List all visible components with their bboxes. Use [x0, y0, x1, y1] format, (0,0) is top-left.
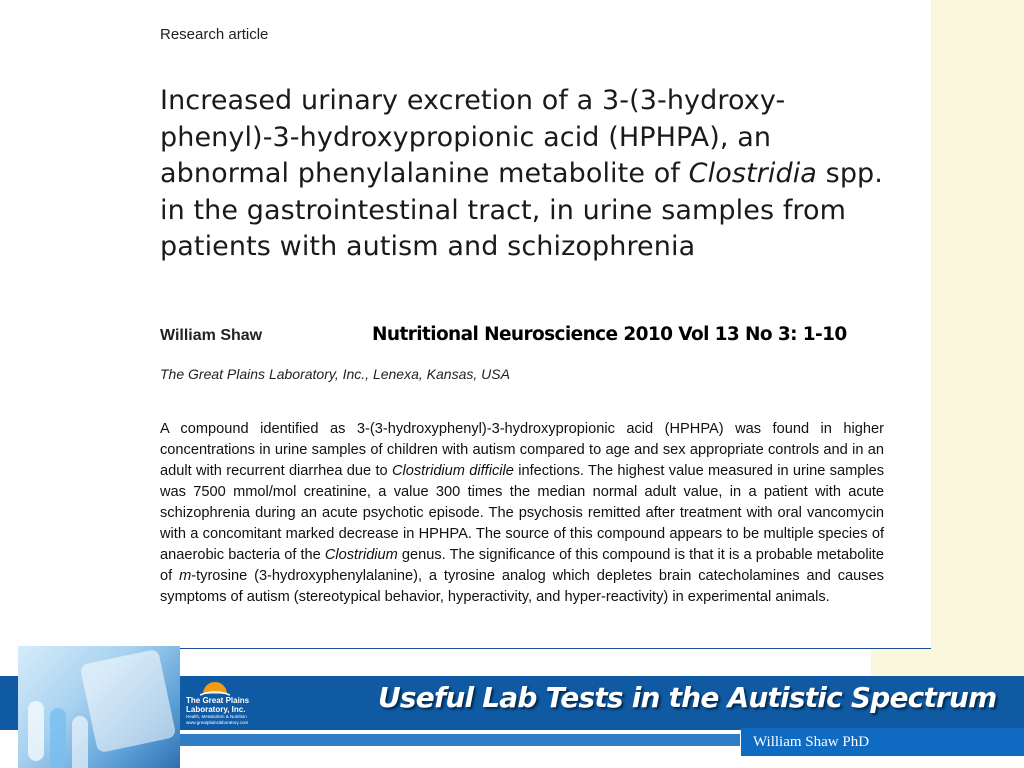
logo-url: www.greatplainslaboratory.com — [186, 719, 249, 725]
journal-reference: Nutritional Neuroscience 2010 Vol 13 No 3: 1-10 — [372, 324, 847, 345]
abstract-c: genus. The significance of this compound is that it is a probable metabolite of — [160, 547, 884, 584]
abstract-a: A compound identified as 3-(3-hydroxyphenyl)-3-hydroxypropionic acid (HPHPA) was found in higher concentrations in urine samples of children with autism compared to age and sex appropriate controls and in an adult with recurrent diarrhea due to — [160, 421, 884, 479]
presenter-tag: William Shaw PhD — [741, 728, 1024, 756]
abstract-italic-1: Clostridium difficile — [391, 463, 514, 479]
author-affiliation: The Great Plains Laboratory, Inc., Lenexa, Kansas, USA — [160, 366, 510, 382]
test-tube-3 — [72, 716, 88, 768]
sun-swoosh-logo-icon — [200, 680, 230, 696]
abstract-d: -tyrosine (3-hydroxyphenylalanine), a tyrosine analog which depletes brain catecholamines and causes symptoms of autism (stereotypical behavior, hyperactivity, and hyper-reactivity) in experimental animals. — [160, 568, 884, 605]
abstract-text — [160, 419, 884, 608]
test-tube-1 — [28, 701, 44, 761]
abstract-italic-3: m — [179, 568, 192, 584]
banner-title: Useful Lab Tests in the Autistic Spectrum — [378, 681, 997, 714]
abstract-italic-2: Clostridium — [324, 547, 398, 563]
test-tube-2 — [50, 708, 66, 768]
logo-tagline — [186, 714, 270, 725]
logo-name: The Great Plains Laboratory, Inc. — [186, 696, 250, 714]
cream-side-panel — [931, 0, 1024, 676]
logo-tagline-text: Health, Metabolism & Nutrition — [186, 714, 247, 719]
great-plains-logo — [182, 676, 270, 730]
author-name: William Shaw — [160, 327, 263, 344]
title-part-2: spp. in the gastrointestinal tract, in urine samples from patients with autism and schizophrenia — [160, 158, 883, 262]
title-part-1: Increased urinary excretion of a 3-(3-hydroxy-phenyl)-3-hydroxypropionic acid (HPHPA), an abnormal phenylalanine metabolite of — [160, 85, 786, 189]
article-title — [160, 83, 900, 266]
title-italic: Clostridia — [688, 158, 817, 189]
section-label: Research article — [160, 26, 269, 43]
abstract-b: infections. The highest value measured in urine samples was 7500 mmol/mol creatinine, a value 300 times the median normal adult value, in a patient with acute schizophrenia during an acute psychotic episode. The psychosis remitted after treatment with oral vancomycin with a concomitant marked decrease in HPHPA. The source of this compound appears to be multiple species of anaerobic bacteria of the — [160, 463, 885, 563]
lab-glassware-photo — [18, 646, 180, 768]
flask-shape — [80, 649, 177, 754]
cream-notch — [871, 648, 931, 676]
paper-excerpt — [110, 0, 931, 649]
banner-stripe — [180, 734, 740, 746]
